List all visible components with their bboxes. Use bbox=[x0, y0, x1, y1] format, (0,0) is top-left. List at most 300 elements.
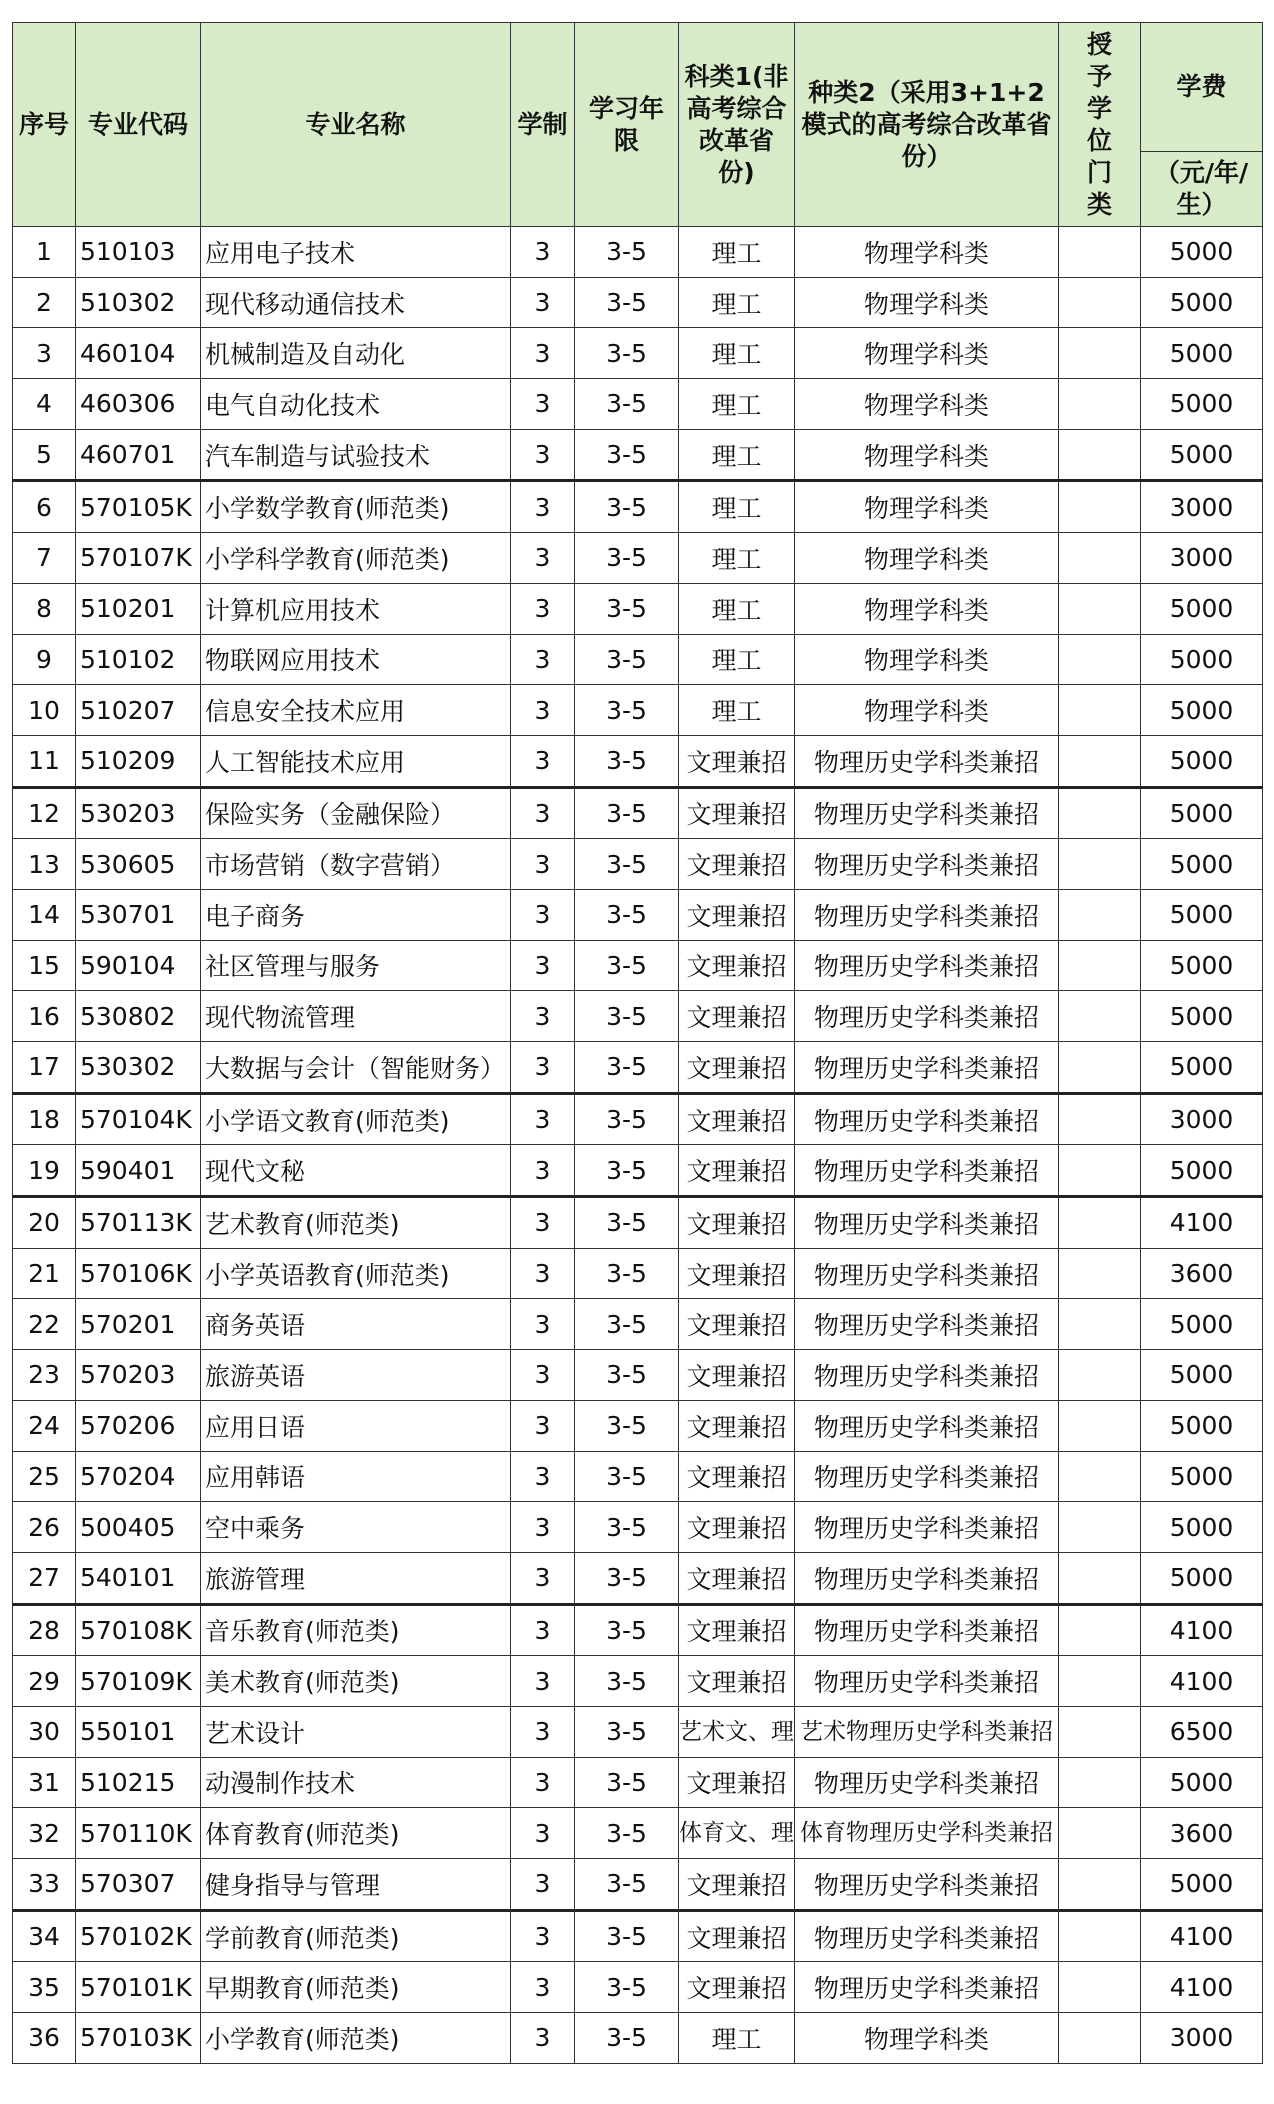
cell-category2: 物理学科类 bbox=[795, 583, 1059, 634]
table-body bbox=[13, 227, 1263, 2064]
table-row bbox=[13, 533, 1263, 584]
cell-category2: 物理历史学科类兼招 bbox=[795, 1093, 1059, 1145]
cell-fee: 5000 bbox=[1141, 1299, 1263, 1350]
cell-code: 570102K bbox=[76, 1910, 201, 1962]
table-row bbox=[13, 1859, 1263, 1911]
cell-seq: 36 bbox=[13, 2013, 76, 2064]
cell-degree bbox=[1059, 1604, 1141, 1656]
cell-degree bbox=[1059, 1299, 1141, 1350]
cell-years: 3-5 bbox=[575, 787, 679, 839]
cell-category1: 理工 bbox=[679, 328, 795, 379]
cell-category2: 物理历史学科类兼招 bbox=[795, 1400, 1059, 1451]
cell-system: 3 bbox=[511, 1656, 575, 1707]
cell-years: 3-5 bbox=[575, 1808, 679, 1859]
cell-code: 590104 bbox=[76, 940, 201, 991]
cell-name: 市场营销（数字营销） bbox=[201, 839, 511, 890]
cell-fee: 5000 bbox=[1141, 379, 1263, 430]
cell-category2: 物理历史学科类兼招 bbox=[795, 1502, 1059, 1553]
cell-category2: 物理学科类 bbox=[795, 2013, 1059, 2064]
cell-category1: 文理兼招 bbox=[679, 1145, 795, 1197]
cell-system: 3 bbox=[511, 1552, 575, 1604]
cell-degree bbox=[1059, 2013, 1141, 2064]
cell-category2: 物理历史学科类兼招 bbox=[795, 1656, 1059, 1707]
cell-category2: 体育物理历史学科类兼招 bbox=[795, 1808, 1059, 1859]
cell-years: 3-5 bbox=[575, 1962, 679, 2013]
table-row bbox=[13, 787, 1263, 839]
cell-system: 3 bbox=[511, 227, 575, 278]
cell-fee: 5000 bbox=[1141, 1451, 1263, 1502]
header-seq: 序号 bbox=[13, 23, 76, 227]
cell-degree bbox=[1059, 379, 1141, 430]
cell-degree bbox=[1059, 533, 1141, 584]
cell-seq: 26 bbox=[13, 1502, 76, 1553]
cell-years: 3-5 bbox=[575, 227, 679, 278]
cell-system: 3 bbox=[511, 1859, 575, 1911]
cell-code: 570105K bbox=[76, 481, 201, 533]
cell-name: 商务英语 bbox=[201, 1299, 511, 1350]
cell-seq: 34 bbox=[13, 1910, 76, 1962]
cell-code: 530605 bbox=[76, 839, 201, 890]
cell-name: 信息安全技术应用 bbox=[201, 685, 511, 736]
cell-years: 3-5 bbox=[575, 839, 679, 890]
cell-fee: 5000 bbox=[1141, 735, 1263, 787]
cell-system: 3 bbox=[511, 429, 575, 481]
cell-fee: 4100 bbox=[1141, 1656, 1263, 1707]
cell-system: 3 bbox=[511, 1400, 575, 1451]
cell-name: 社区管理与服务 bbox=[201, 940, 511, 991]
cell-category2: 物理历史学科类兼招 bbox=[795, 839, 1059, 890]
cell-code: 510215 bbox=[76, 1757, 201, 1808]
cell-system: 3 bbox=[511, 1145, 575, 1197]
cell-fee: 5000 bbox=[1141, 1552, 1263, 1604]
cell-system: 3 bbox=[511, 839, 575, 890]
cell-code: 570203 bbox=[76, 1350, 201, 1401]
cell-category1: 文理兼招 bbox=[679, 889, 795, 940]
cell-code: 570101K bbox=[76, 1962, 201, 2013]
table-row bbox=[13, 1808, 1263, 1859]
cell-fee: 5000 bbox=[1141, 1400, 1263, 1451]
cell-seq: 16 bbox=[13, 991, 76, 1042]
cell-system: 3 bbox=[511, 1910, 575, 1962]
cell-system: 3 bbox=[511, 1502, 575, 1553]
cell-years: 3-5 bbox=[575, 1757, 679, 1808]
cell-seq: 18 bbox=[13, 1093, 76, 1145]
cell-category2: 物理历史学科类兼招 bbox=[795, 787, 1059, 839]
cell-name: 音乐教育(师范类) bbox=[201, 1604, 511, 1656]
cell-code: 540101 bbox=[76, 1552, 201, 1604]
header-category1: 科类1(非高考综合改革省份) bbox=[679, 23, 795, 227]
cell-code: 570103K bbox=[76, 2013, 201, 2064]
cell-degree bbox=[1059, 735, 1141, 787]
cell-code: 510103 bbox=[76, 227, 201, 278]
cell-code: 570107K bbox=[76, 533, 201, 584]
header-name: 专业名称 bbox=[201, 23, 511, 227]
cell-category2: 物理学科类 bbox=[795, 685, 1059, 736]
cell-code: 500405 bbox=[76, 1502, 201, 1553]
cell-category2: 物理历史学科类兼招 bbox=[795, 1962, 1059, 2013]
cell-category2: 物理历史学科类兼招 bbox=[795, 1604, 1059, 1656]
cell-fee: 5000 bbox=[1141, 277, 1263, 328]
cell-seq: 25 bbox=[13, 1451, 76, 1502]
table-row bbox=[13, 1299, 1263, 1350]
cell-name: 空中乘务 bbox=[201, 1502, 511, 1553]
cell-fee: 5000 bbox=[1141, 787, 1263, 839]
cell-years: 3-5 bbox=[575, 634, 679, 685]
cell-name: 小学数学教育(师范类) bbox=[201, 481, 511, 533]
cell-name: 保险实务（金融保险） bbox=[201, 787, 511, 839]
cell-category2: 物理历史学科类兼招 bbox=[795, 1757, 1059, 1808]
cell-system: 3 bbox=[511, 1808, 575, 1859]
cell-name: 现代物流管理 bbox=[201, 991, 511, 1042]
cell-name: 健身指导与管理 bbox=[201, 1859, 511, 1911]
cell-seq: 5 bbox=[13, 429, 76, 481]
cell-category1: 理工 bbox=[679, 429, 795, 481]
cell-system: 3 bbox=[511, 1093, 575, 1145]
table-row bbox=[13, 1757, 1263, 1808]
cell-category2: 物理历史学科类兼招 bbox=[795, 1042, 1059, 1094]
cell-category1: 文理兼招 bbox=[679, 1859, 795, 1911]
cell-seq: 17 bbox=[13, 1042, 76, 1094]
cell-category2: 物理学科类 bbox=[795, 533, 1059, 584]
cell-name: 应用韩语 bbox=[201, 1451, 511, 1502]
cell-name: 应用电子技术 bbox=[201, 227, 511, 278]
cell-category2: 物理学科类 bbox=[795, 634, 1059, 685]
table-row bbox=[13, 379, 1263, 430]
cell-name: 电子商务 bbox=[201, 889, 511, 940]
cell-name: 现代移动通信技术 bbox=[201, 277, 511, 328]
cell-fee: 5000 bbox=[1141, 991, 1263, 1042]
cell-years: 3-5 bbox=[575, 2013, 679, 2064]
cell-system: 3 bbox=[511, 1197, 575, 1249]
table-row bbox=[13, 1451, 1263, 1502]
cell-seq: 23 bbox=[13, 1350, 76, 1401]
cell-years: 3-5 bbox=[575, 1350, 679, 1401]
cell-name: 艺术设计 bbox=[201, 1706, 511, 1757]
cell-category1: 文理兼招 bbox=[679, 1197, 795, 1249]
cell-name: 艺术教育(师范类) bbox=[201, 1197, 511, 1249]
cell-code: 570206 bbox=[76, 1400, 201, 1451]
cell-years: 3-5 bbox=[575, 1299, 679, 1350]
cell-category1: 文理兼招 bbox=[679, 1962, 795, 2013]
cell-category1: 文理兼招 bbox=[679, 1552, 795, 1604]
cell-years: 3-5 bbox=[575, 685, 679, 736]
cell-category1: 理工 bbox=[679, 277, 795, 328]
cell-fee: 5000 bbox=[1141, 839, 1263, 890]
cell-degree bbox=[1059, 1350, 1141, 1401]
cell-code: 570204 bbox=[76, 1451, 201, 1502]
cell-degree bbox=[1059, 227, 1141, 278]
cell-name: 电气自动化技术 bbox=[201, 379, 511, 430]
table-row bbox=[13, 583, 1263, 634]
cell-category1: 理工 bbox=[679, 583, 795, 634]
cell-years: 3-5 bbox=[575, 1042, 679, 1094]
cell-code: 590401 bbox=[76, 1145, 201, 1197]
cell-code: 570109K bbox=[76, 1656, 201, 1707]
cell-category1: 理工 bbox=[679, 634, 795, 685]
cell-category1: 文理兼招 bbox=[679, 1350, 795, 1401]
cell-system: 3 bbox=[511, 1350, 575, 1401]
table-row bbox=[13, 1197, 1263, 1249]
cell-degree bbox=[1059, 1962, 1141, 2013]
cell-category2: 物理历史学科类兼招 bbox=[795, 1451, 1059, 1502]
cell-name: 应用日语 bbox=[201, 1400, 511, 1451]
table-row bbox=[13, 1093, 1263, 1145]
cell-years: 3-5 bbox=[575, 940, 679, 991]
cell-category2: 物理历史学科类兼招 bbox=[795, 1197, 1059, 1249]
cell-degree bbox=[1059, 787, 1141, 839]
cell-category1: 文理兼招 bbox=[679, 1042, 795, 1094]
cell-category2: 物理历史学科类兼招 bbox=[795, 889, 1059, 940]
cell-fee: 5000 bbox=[1141, 1350, 1263, 1401]
table-row bbox=[13, 735, 1263, 787]
cell-seq: 19 bbox=[13, 1145, 76, 1197]
cell-years: 3-5 bbox=[575, 1859, 679, 1911]
table-row bbox=[13, 1400, 1263, 1451]
cell-fee: 5000 bbox=[1141, 429, 1263, 481]
cell-name: 小学科学教育(师范类) bbox=[201, 533, 511, 584]
cell-degree bbox=[1059, 1093, 1141, 1145]
cell-degree bbox=[1059, 429, 1141, 481]
table-row bbox=[13, 1656, 1263, 1707]
cell-seq: 9 bbox=[13, 634, 76, 685]
cell-category1: 文理兼招 bbox=[679, 1502, 795, 1553]
cell-fee: 3000 bbox=[1141, 2013, 1263, 2064]
cell-category2: 物理历史学科类兼招 bbox=[795, 1552, 1059, 1604]
cell-code: 570108K bbox=[76, 1604, 201, 1656]
cell-category2: 物理历史学科类兼招 bbox=[795, 940, 1059, 991]
cell-seq: 33 bbox=[13, 1859, 76, 1911]
cell-category2: 物理历史学科类兼招 bbox=[795, 1145, 1059, 1197]
cell-code: 460306 bbox=[76, 379, 201, 430]
cell-fee: 4100 bbox=[1141, 1910, 1263, 1962]
cell-code: 530302 bbox=[76, 1042, 201, 1094]
cell-code: 570201 bbox=[76, 1299, 201, 1350]
cell-code: 550101 bbox=[76, 1706, 201, 1757]
cell-category1: 理工 bbox=[679, 2013, 795, 2064]
cell-name: 机械制造及自动化 bbox=[201, 328, 511, 379]
cell-fee: 5000 bbox=[1141, 583, 1263, 634]
cell-years: 3-5 bbox=[575, 1656, 679, 1707]
cell-seq: 13 bbox=[13, 839, 76, 890]
cell-fee: 5000 bbox=[1141, 634, 1263, 685]
cell-seq: 4 bbox=[13, 379, 76, 430]
cell-code: 510201 bbox=[76, 583, 201, 634]
cell-degree bbox=[1059, 1859, 1141, 1911]
cell-degree bbox=[1059, 940, 1141, 991]
cell-years: 3-5 bbox=[575, 991, 679, 1042]
table-row bbox=[13, 1145, 1263, 1197]
cell-name: 汽车制造与试验技术 bbox=[201, 429, 511, 481]
cell-category1: 文理兼招 bbox=[679, 839, 795, 890]
cell-degree bbox=[1059, 634, 1141, 685]
cell-system: 3 bbox=[511, 685, 575, 736]
table-row bbox=[13, 634, 1263, 685]
cell-degree bbox=[1059, 1145, 1141, 1197]
cell-fee: 3600 bbox=[1141, 1248, 1263, 1299]
cell-degree bbox=[1059, 1042, 1141, 1094]
header-system: 学制 bbox=[511, 23, 575, 227]
cell-system: 3 bbox=[511, 1248, 575, 1299]
cell-seq: 14 bbox=[13, 889, 76, 940]
cell-degree bbox=[1059, 1808, 1141, 1859]
cell-system: 3 bbox=[511, 277, 575, 328]
cell-code: 570110K bbox=[76, 1808, 201, 1859]
cell-years: 3-5 bbox=[575, 1502, 679, 1553]
cell-code: 570104K bbox=[76, 1093, 201, 1145]
cell-fee: 5000 bbox=[1141, 1145, 1263, 1197]
cell-system: 3 bbox=[511, 1042, 575, 1094]
cell-seq: 21 bbox=[13, 1248, 76, 1299]
cell-system: 3 bbox=[511, 735, 575, 787]
cell-degree bbox=[1059, 1248, 1141, 1299]
cell-category2: 物理学科类 bbox=[795, 429, 1059, 481]
cell-category1: 艺术文、理 bbox=[679, 1706, 795, 1757]
cell-name: 美术教育(师范类) bbox=[201, 1656, 511, 1707]
cell-years: 3-5 bbox=[575, 1552, 679, 1604]
table-row bbox=[13, 1910, 1263, 1962]
cell-degree bbox=[1059, 277, 1141, 328]
cell-seq: 35 bbox=[13, 1962, 76, 2013]
table-row bbox=[13, 940, 1263, 991]
cell-years: 3-5 bbox=[575, 277, 679, 328]
cell-code: 510209 bbox=[76, 735, 201, 787]
cell-seq: 11 bbox=[13, 735, 76, 787]
cell-category2: 物理历史学科类兼招 bbox=[795, 991, 1059, 1042]
cell-seq: 24 bbox=[13, 1400, 76, 1451]
cell-years: 3-5 bbox=[575, 1197, 679, 1249]
cell-fee: 5000 bbox=[1141, 1042, 1263, 1094]
header-code: 专业代码 bbox=[76, 23, 201, 227]
cell-category2: 物理学科类 bbox=[795, 481, 1059, 533]
cell-seq: 20 bbox=[13, 1197, 76, 1249]
cell-fee: 3000 bbox=[1141, 533, 1263, 584]
cell-degree bbox=[1059, 1910, 1141, 1962]
cell-years: 3-5 bbox=[575, 429, 679, 481]
cell-years: 3-5 bbox=[575, 1400, 679, 1451]
table-row bbox=[13, 227, 1263, 278]
cell-system: 3 bbox=[511, 1604, 575, 1656]
cell-fee: 3000 bbox=[1141, 1093, 1263, 1145]
cell-system: 3 bbox=[511, 379, 575, 430]
cell-system: 3 bbox=[511, 1451, 575, 1502]
cell-years: 3-5 bbox=[575, 1910, 679, 1962]
cell-fee: 5000 bbox=[1141, 1757, 1263, 1808]
cell-system: 3 bbox=[511, 634, 575, 685]
header-years: 学习年限 bbox=[575, 23, 679, 227]
cell-category1: 文理兼招 bbox=[679, 1910, 795, 1962]
cell-category1: 文理兼招 bbox=[679, 1451, 795, 1502]
table-row bbox=[13, 1042, 1263, 1094]
cell-code: 570307 bbox=[76, 1859, 201, 1911]
cell-category1: 理工 bbox=[679, 533, 795, 584]
cell-code: 510102 bbox=[76, 634, 201, 685]
cell-system: 3 bbox=[511, 1757, 575, 1808]
cell-years: 3-5 bbox=[575, 533, 679, 584]
cell-seq: 29 bbox=[13, 1656, 76, 1707]
cell-name: 学前教育(师范类) bbox=[201, 1910, 511, 1962]
cell-name: 小学语文教育(师范类) bbox=[201, 1093, 511, 1145]
cell-name: 大数据与会计（智能财务） bbox=[201, 1042, 511, 1094]
cell-code: 460104 bbox=[76, 328, 201, 379]
cell-category1: 文理兼招 bbox=[679, 1400, 795, 1451]
cell-category1: 文理兼招 bbox=[679, 787, 795, 839]
header-fee-unit: （元/年/生） bbox=[1141, 152, 1263, 227]
cell-years: 3-5 bbox=[575, 1451, 679, 1502]
cell-seq: 1 bbox=[13, 227, 76, 278]
cell-name: 人工智能技术应用 bbox=[201, 735, 511, 787]
cell-fee: 4100 bbox=[1141, 1962, 1263, 2013]
cell-code: 570106K bbox=[76, 1248, 201, 1299]
cell-years: 3-5 bbox=[575, 1706, 679, 1757]
cell-years: 3-5 bbox=[575, 1093, 679, 1145]
cell-category1: 体育文、理 bbox=[679, 1808, 795, 1859]
cell-category2: 物理学科类 bbox=[795, 277, 1059, 328]
cell-category1: 文理兼招 bbox=[679, 1299, 795, 1350]
cell-degree bbox=[1059, 991, 1141, 1042]
cell-name: 早期教育(师范类) bbox=[201, 1962, 511, 2013]
cell-fee: 5000 bbox=[1141, 940, 1263, 991]
table-row bbox=[13, 1706, 1263, 1757]
cell-fee: 5000 bbox=[1141, 328, 1263, 379]
cell-name: 物联网应用技术 bbox=[201, 634, 511, 685]
cell-code: 530802 bbox=[76, 991, 201, 1042]
cell-fee: 3600 bbox=[1141, 1808, 1263, 1859]
table-row bbox=[13, 991, 1263, 1042]
cell-years: 3-5 bbox=[575, 583, 679, 634]
cell-degree bbox=[1059, 1706, 1141, 1757]
cell-fee: 4100 bbox=[1141, 1197, 1263, 1249]
cell-category1: 文理兼招 bbox=[679, 991, 795, 1042]
cell-code: 510302 bbox=[76, 277, 201, 328]
cell-fee: 6500 bbox=[1141, 1706, 1263, 1757]
cell-category2: 物理历史学科类兼招 bbox=[795, 735, 1059, 787]
cell-seq: 30 bbox=[13, 1706, 76, 1757]
cell-code: 460701 bbox=[76, 429, 201, 481]
table-row bbox=[13, 1962, 1263, 2013]
cell-seq: 12 bbox=[13, 787, 76, 839]
cell-seq: 8 bbox=[13, 583, 76, 634]
cell-code: 570113K bbox=[76, 1197, 201, 1249]
table-row bbox=[13, 685, 1263, 736]
cell-degree bbox=[1059, 1400, 1141, 1451]
cell-fee: 5000 bbox=[1141, 1502, 1263, 1553]
cell-system: 3 bbox=[511, 481, 575, 533]
cell-category1: 文理兼招 bbox=[679, 1757, 795, 1808]
cell-system: 3 bbox=[511, 940, 575, 991]
cell-name: 体育教育(师范类) bbox=[201, 1808, 511, 1859]
table-row bbox=[13, 889, 1263, 940]
cell-fee: 5000 bbox=[1141, 685, 1263, 736]
cell-system: 3 bbox=[511, 2013, 575, 2064]
cell-system: 3 bbox=[511, 889, 575, 940]
cell-system: 3 bbox=[511, 533, 575, 584]
cell-category2: 物理历史学科类兼招 bbox=[795, 1859, 1059, 1911]
cell-name: 动漫制作技术 bbox=[201, 1757, 511, 1808]
cell-code: 530203 bbox=[76, 787, 201, 839]
table-row bbox=[13, 2013, 1263, 2064]
table-row bbox=[13, 1248, 1263, 1299]
cell-degree bbox=[1059, 583, 1141, 634]
cell-years: 3-5 bbox=[575, 481, 679, 533]
cell-category2: 物理学科类 bbox=[795, 328, 1059, 379]
cell-seq: 28 bbox=[13, 1604, 76, 1656]
cell-name: 小学教育(师范类) bbox=[201, 2013, 511, 2064]
header-category2: 种类2（采用3+1+2模式的高考综合改革省份） bbox=[795, 23, 1059, 227]
table-row bbox=[13, 328, 1263, 379]
cell-degree bbox=[1059, 328, 1141, 379]
cell-category2: 物理历史学科类兼招 bbox=[795, 1910, 1059, 1962]
cell-category1: 文理兼招 bbox=[679, 1248, 795, 1299]
